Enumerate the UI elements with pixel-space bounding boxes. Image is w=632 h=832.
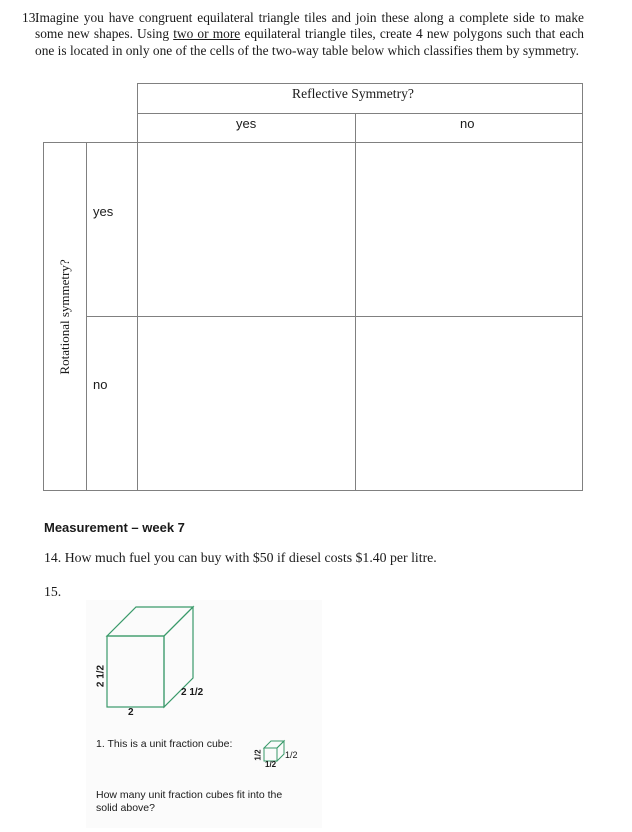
figure-question-line1: How many unit fraction cubes fit into the <box>96 789 283 801</box>
unit-cube-caption: 1. This is a unit fraction cube: <box>96 738 233 750</box>
row-no: no <box>93 377 108 392</box>
question-15-number: 15. <box>44 584 62 599</box>
column-no: no <box>460 116 475 131</box>
prism-width-label: 2 <box>128 707 134 718</box>
prism-top-face <box>107 607 193 636</box>
unit-cube-bottom-label: 1/2 <box>265 760 277 769</box>
prism-front-face <box>107 636 164 707</box>
unit-cube-right-label: 1/2 <box>285 750 298 760</box>
question-13-number: 13. <box>22 10 39 25</box>
question-13-underlined: two or more <box>173 26 241 42</box>
question-13-text-part2: equilateral triangle tiles, create 4 new polygons such that each one is located in only one of the cells of the two-way table below which classifies them by symmetry. <box>35 26 584 58</box>
question-13-text-part1: Imagine you have congruent equilateral triangle tiles and join these along a complete side to make some new shapes. Using <box>35 10 584 42</box>
section-title: Measurement – week 7 <box>44 520 185 535</box>
prism-height-label: 2 1/2 <box>95 664 107 688</box>
question-14: 14. How much fuel you can buy with $50 if diesel costs $1.40 per litre. <box>44 550 437 565</box>
unit-cube-right-face <box>277 741 284 761</box>
unit-cube-left-label: 1/2 <box>253 749 263 761</box>
column-yes: yes <box>236 116 257 131</box>
row-header-rotational: Rotational symmetry? <box>57 259 72 375</box>
column-header-reflective: Reflective Symmetry? <box>292 86 414 101</box>
row-yes: yes <box>93 204 114 219</box>
figure-question-line2: solid above? <box>96 802 155 814</box>
prism-depth-label: 2 1/2 <box>181 687 204 698</box>
